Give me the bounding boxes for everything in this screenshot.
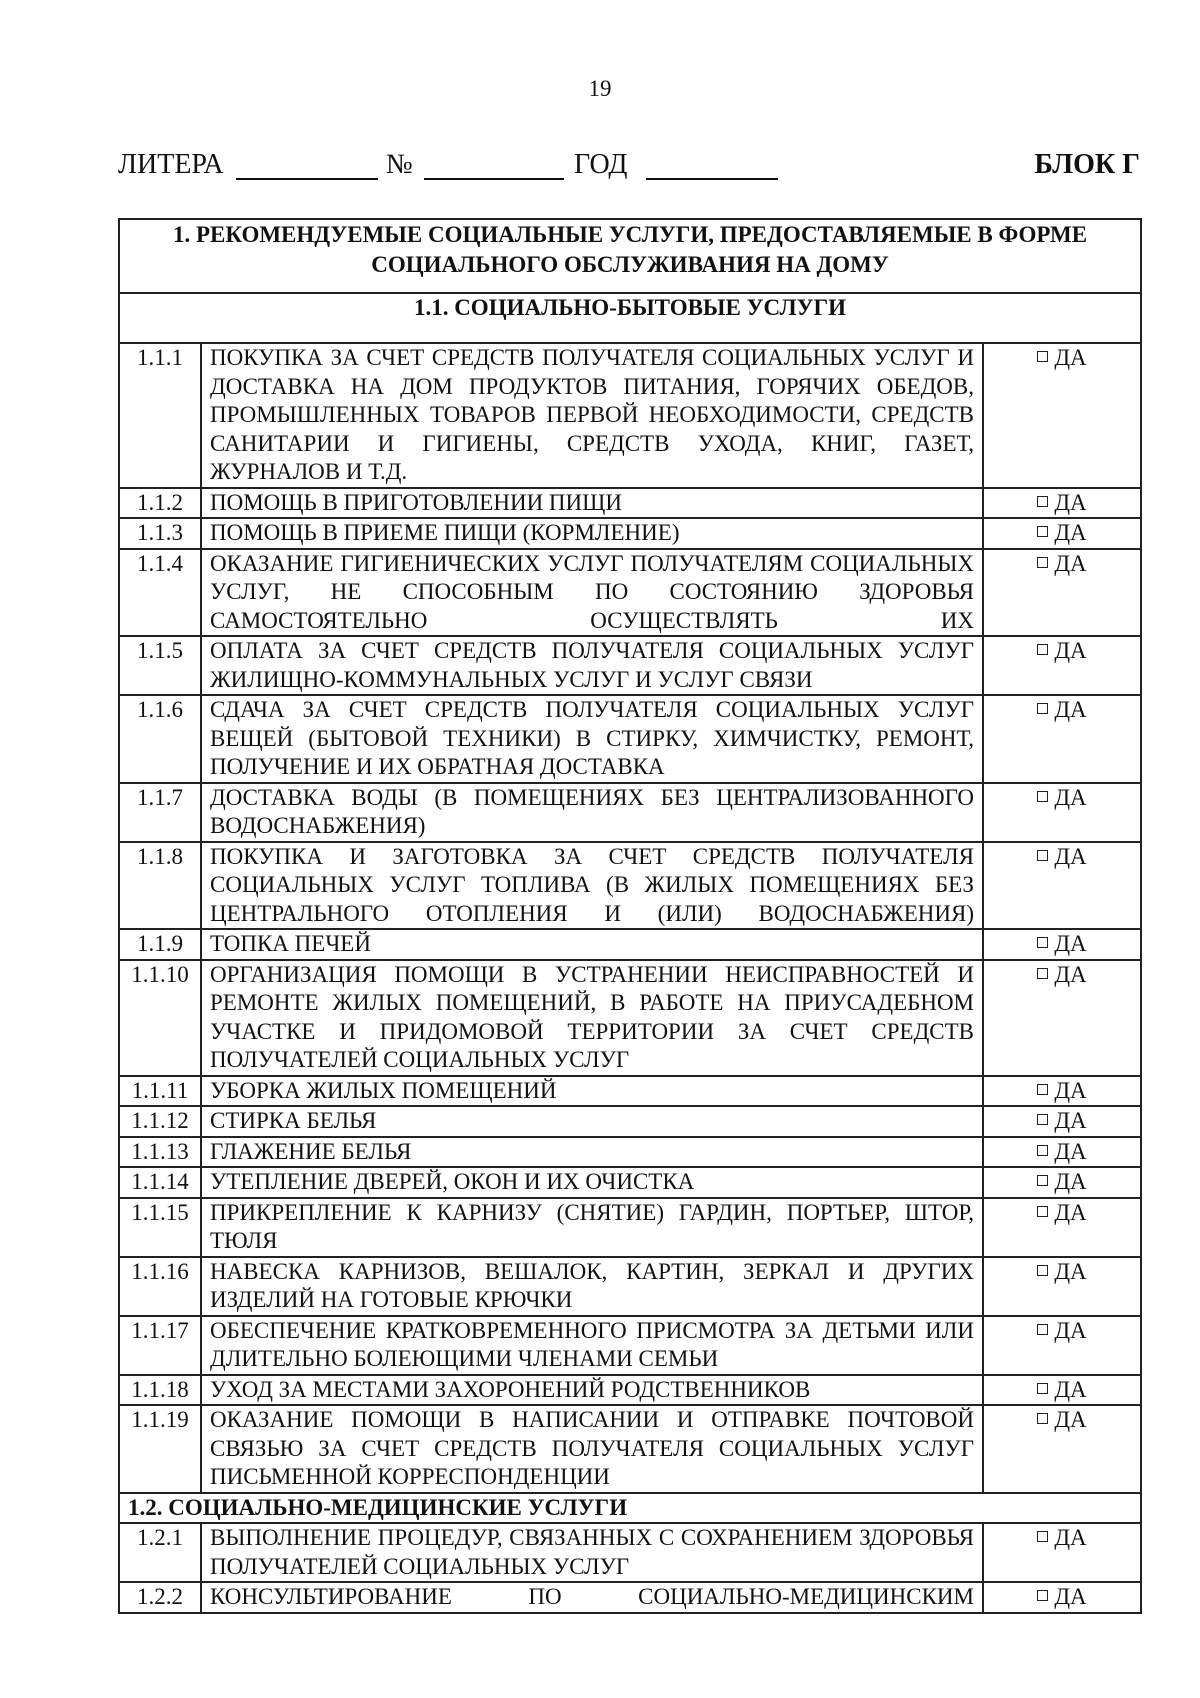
checkbox-yes[interactable] bbox=[1037, 644, 1048, 655]
checkbox-yes-label: ДА bbox=[1054, 550, 1087, 576]
service-description: УХОД ЗА МЕСТАМИ ЗАХОРОНЕНИЙ РОДСТВЕННИКОВ bbox=[201, 1375, 983, 1406]
yes-option bbox=[983, 549, 1141, 637]
table-row bbox=[119, 842, 1141, 930]
number-label: № bbox=[386, 149, 413, 180]
checkbox-yes[interactable] bbox=[1037, 791, 1048, 802]
yes-option bbox=[983, 1316, 1141, 1375]
service-description: ГЛАЖЕНИЕ БЕЛЬЯ bbox=[201, 1137, 983, 1168]
table-row bbox=[119, 695, 1141, 783]
service-description: ТОПКА ПЕЧЕЙ bbox=[201, 929, 983, 960]
checkbox-yes[interactable] bbox=[1037, 1590, 1048, 1601]
table-row bbox=[119, 518, 1141, 549]
service-description: УБОРКА ЖИЛЫХ ПОМЕЩЕНИЙ bbox=[201, 1076, 983, 1107]
checkbox-yes[interactable] bbox=[1037, 526, 1048, 537]
row-number: 1.1.11 bbox=[119, 1076, 201, 1107]
table-row bbox=[119, 1106, 1141, 1137]
yes-option bbox=[983, 695, 1141, 783]
checkbox-yes[interactable] bbox=[1037, 1324, 1048, 1335]
service-description: СТИРКА БЕЛЬЯ bbox=[201, 1106, 983, 1137]
table-row bbox=[119, 1375, 1141, 1406]
checkbox-yes-label: ДА bbox=[1054, 1138, 1087, 1164]
page-number: 19 bbox=[588, 76, 612, 101]
year-field[interactable] bbox=[646, 178, 778, 180]
table-row bbox=[119, 549, 1141, 637]
checkbox-yes[interactable] bbox=[1037, 1084, 1048, 1095]
yes-option bbox=[983, 1106, 1141, 1137]
yes-option bbox=[983, 960, 1141, 1076]
service-description: УТЕПЛЕНИЕ ДВЕРЕЙ, ОКОН И ИХ ОЧИСТКА bbox=[201, 1167, 983, 1198]
checkbox-yes-label: ДА bbox=[1054, 931, 1087, 956]
section-title-1-2: 1.2. СОЦИАЛЬНО-МЕДИЦИНСКИЕ УСЛУГИ bbox=[119, 1493, 1141, 1524]
section-header-row bbox=[119, 293, 1141, 343]
yes-option bbox=[983, 1167, 1141, 1198]
year-label: ГОД bbox=[574, 149, 628, 180]
checkbox-yes-label: ДА bbox=[1054, 1407, 1087, 1432]
yes-option bbox=[983, 518, 1141, 549]
service-description: ОБЕСПЕЧЕНИЕ КРАТКОВРЕМЕННОГО ПРИСМОТРА ЗА ДЕТЬМИ ИЛИ ДЛИТЕЛЬНО БОЛЕЮЩИМИ ЧЛЕНАМИ СЕМЬИ bbox=[201, 1316, 983, 1375]
checkbox-yes[interactable] bbox=[1037, 557, 1048, 568]
table-row bbox=[119, 960, 1141, 1076]
checkbox-yes-label: ДА bbox=[1054, 1077, 1087, 1103]
checkbox-yes-label: ДА bbox=[1054, 345, 1087, 370]
checkbox-yes[interactable] bbox=[1037, 1531, 1048, 1542]
table-row bbox=[119, 1137, 1141, 1168]
number-field[interactable] bbox=[424, 178, 564, 180]
checkbox-yes-label: ДА bbox=[1054, 843, 1087, 869]
row-number: 1.1.17 bbox=[119, 1316, 201, 1375]
litera-label: ЛИТЕРА bbox=[118, 149, 224, 180]
table-row bbox=[119, 343, 1141, 488]
service-description: ПОМОЩЬ В ПРИЕМЕ ПИЩИ (КОРМЛЕНИЕ) bbox=[201, 518, 983, 549]
service-description: СДАЧА ЗА СЧЕТ СРЕДСТВ ПОЛУЧАТЕЛЯ СОЦИАЛЬНЫХ УСЛУГ ВЕЩЕЙ (БЫТОВОЙ ТЕХНИКИ) В СТИРКУ, ХИМЧИСТКУ, РЕМОНТ, ПОЛУЧЕНИЕ И ИХ ОБРАТНАЯ ДОСТАВКА bbox=[201, 695, 983, 783]
checkbox-yes[interactable] bbox=[1037, 1175, 1048, 1186]
checkbox-yes-label: ДА bbox=[1054, 1584, 1087, 1609]
table-row bbox=[119, 1316, 1141, 1375]
service-description: ОРГАНИЗАЦИЯ ПОМОЩИ В УСТРАНЕНИИ НЕИСПРАВНОСТЕЙ И РЕМОНТЕ ЖИЛЫХ ПОМЕЩЕНИЙ, В РАБОТЕ НА ПРИУСАДЕБНОМ УЧАСТКЕ И ПРИДОМОВОЙ ТЕРРИТОРИИ ЗА СЧЕТ СРЕДСТВ ПОЛУЧАТЕЛЕЙ СОЦИАЛЬНЫХ УСЛУГ bbox=[201, 960, 983, 1076]
checkbox-yes-label: ДА bbox=[1054, 1258, 1087, 1284]
checkbox-yes[interactable] bbox=[1037, 937, 1048, 948]
section-header-row bbox=[119, 1493, 1141, 1524]
section-title-1-1: 1.1. СОЦИАЛЬНО-БЫТОВЫЕ УСЛУГИ bbox=[119, 293, 1141, 343]
checkbox-yes-label: ДА bbox=[1054, 784, 1087, 810]
table-row bbox=[119, 1076, 1141, 1107]
checkbox-yes[interactable] bbox=[1037, 1145, 1048, 1156]
checkbox-yes-label: ДА bbox=[1054, 1376, 1087, 1402]
yes-option bbox=[983, 1582, 1141, 1613]
yes-option bbox=[983, 1523, 1141, 1582]
service-description: ДОСТАВКА ВОДЫ (В ПОМЕЩЕНИЯХ БЕЗ ЦЕНТРАЛИЗОВАННОГО ВОДОСНАБЖЕНИЯ) bbox=[201, 783, 983, 842]
service-description: ВЫПОЛНЕНИЕ ПРОЦЕДУР, СВЯЗАННЫХ С СОХРАНЕНИЕМ ЗДОРОВЬЯ ПОЛУЧАТЕЛЕЙ СОЦИАЛЬНЫХ УСЛУГ bbox=[201, 1523, 983, 1582]
checkbox-yes-label: ДА bbox=[1054, 520, 1087, 545]
service-description: ОКАЗАНИЕ ПОМОЩИ В НАПИСАНИИ И ОТПРАВКЕ ПОЧТОВОЙ СВЯЗЬЮ ЗА СЧЕТ СРЕДСТВ ПОЛУЧАТЕЛЯ СОЦИАЛЬНЫХ УСЛУГ ПИСЬМЕННОЙ КОРРЕСПОНДЕНЦИИ bbox=[201, 1405, 983, 1493]
row-number: 1.1.15 bbox=[119, 1198, 201, 1257]
checkbox-yes[interactable] bbox=[1037, 1383, 1048, 1394]
row-number: 1.1.12 bbox=[119, 1106, 201, 1137]
checkbox-yes[interactable] bbox=[1037, 1265, 1048, 1276]
checkbox-yes[interactable] bbox=[1037, 703, 1048, 714]
service-description: ПОКУПКА И ЗАГОТОВКА ЗА СЧЕТ СРЕДСТВ ПОЛУЧАТЕЛЯ СОЦИАЛЬНЫХ УСЛУГ ТОПЛИВА (В ЖИЛЫХ ПОМЕЩЕНИЯХ БЕЗ ЦЕНТРАЛЬНОГО ОТОПЛЕНИЯ И (ИЛИ) ВОДОСНАБЖЕНИЯ) bbox=[201, 842, 983, 930]
yes-option bbox=[983, 1405, 1141, 1493]
litera-field[interactable] bbox=[236, 178, 378, 180]
row-number: 1.1.10 bbox=[119, 960, 201, 1076]
checkbox-yes-label: ДА bbox=[1054, 638, 1087, 663]
table-row bbox=[119, 1167, 1141, 1198]
row-number: 1.1.2 bbox=[119, 488, 201, 519]
checkbox-yes[interactable] bbox=[1037, 496, 1048, 507]
service-description: ПРИКРЕПЛЕНИЕ К КАРНИЗУ (СНЯТИЕ) ГАРДИН, ПОРТЬЕР, ШТОР, ТЮЛЯ bbox=[201, 1198, 983, 1257]
checkbox-yes-label: ДА bbox=[1054, 697, 1087, 722]
service-description: НАВЕСКА КАРНИЗОВ, ВЕШАЛОК, КАРТИН, ЗЕРКАЛ И ДРУГИХ ИЗДЕЛИЙ НА ГОТОВЫЕ КРЮЧКИ bbox=[201, 1257, 983, 1316]
service-description: ОКАЗАНИЕ ГИГИЕНИЧЕСКИХ УСЛУГ ПОЛУЧАТЕЛЯМ СОЦИАЛЬНЫХ УСЛУГ, НЕ СПОСОБНЫМ ПО СОСТОЯНИЮ ЗДОРОВЬЯ САМОСТОЯТЕЛЬНО ОСУЩЕСТВЛЯТЬ ИХ bbox=[201, 549, 983, 637]
table-row bbox=[119, 1582, 1141, 1613]
row-number: 1.1.1 bbox=[119, 343, 201, 488]
checkbox-yes[interactable] bbox=[1037, 1206, 1048, 1217]
checkbox-yes-label: ДА bbox=[1054, 489, 1087, 515]
checkbox-yes[interactable] bbox=[1037, 1114, 1048, 1125]
yes-option bbox=[983, 488, 1141, 519]
checkbox-yes[interactable] bbox=[1037, 968, 1048, 979]
checkbox-yes[interactable] bbox=[1037, 1413, 1048, 1424]
table-row bbox=[119, 636, 1141, 695]
yes-option bbox=[983, 929, 1141, 960]
yes-option bbox=[983, 842, 1141, 930]
table-title: 1. РЕКОМЕНДУЕМЫЕ СОЦИАЛЬНЫЕ УСЛУГИ, ПРЕДОСТАВЛЯЕМЫЕ В ФОРМЕ СОЦИАЛЬНОГО ОБСЛУЖИВАНИЯ НА ДОМУ bbox=[119, 219, 1141, 293]
yes-option bbox=[983, 1137, 1141, 1168]
table-row bbox=[119, 1257, 1141, 1316]
checkbox-yes-label: ДА bbox=[1054, 1108, 1087, 1133]
yes-option bbox=[983, 343, 1141, 488]
row-number: 1.1.8 bbox=[119, 842, 201, 930]
row-number: 1.2.2 bbox=[119, 1582, 201, 1613]
checkbox-yes-label: ДА bbox=[1054, 1525, 1087, 1550]
checkbox-yes[interactable] bbox=[1037, 351, 1048, 362]
form-header bbox=[118, 148, 1140, 182]
yes-option bbox=[983, 1257, 1141, 1316]
yes-option bbox=[983, 1076, 1141, 1107]
table-row bbox=[119, 1405, 1141, 1493]
table-row bbox=[119, 1198, 1141, 1257]
row-number: 1.1.7 bbox=[119, 783, 201, 842]
row-number: 1.1.18 bbox=[119, 1375, 201, 1406]
block-label: БЛОК Г bbox=[1034, 149, 1140, 180]
row-number: 1.1.19 bbox=[119, 1405, 201, 1493]
service-description: ПОМОЩЬ В ПРИГОТОВЛЕНИИ ПИЩИ bbox=[201, 488, 983, 519]
row-number: 1.1.9 bbox=[119, 929, 201, 960]
checkbox-yes-label: ДА bbox=[1054, 1169, 1087, 1194]
row-number: 1.1.4 bbox=[119, 549, 201, 637]
checkbox-yes[interactable] bbox=[1037, 850, 1048, 861]
table-row bbox=[119, 783, 1141, 842]
row-number: 1.1.16 bbox=[119, 1257, 201, 1316]
table-row bbox=[119, 1523, 1141, 1582]
service-description: ПОКУПКА ЗА СЧЕТ СРЕДСТВ ПОЛУЧАТЕЛЯ СОЦИАЛЬНЫХ УСЛУГ И ДОСТАВКА НА ДОМ ПРОДУКТОВ ПИТАНИЯ, ГОРЯЧИХ ОБЕДОВ, ПРОМЫШЛЕННЫХ ТОВАРОВ ПЕРВОЙ НЕОБХОДИМОСТИ, СРЕДСТВ САНИТАРИИ И ГИГИЕНЫ, СРЕДСТВ УХОДА, КНИГ, ГАЗЕТ, ЖУРНАЛОВ И Т.Д. bbox=[201, 343, 983, 488]
row-number: 1.1.5 bbox=[119, 636, 201, 695]
checkbox-yes-label: ДА bbox=[1054, 1199, 1087, 1225]
yes-option bbox=[983, 1375, 1141, 1406]
table-title-row bbox=[119, 219, 1141, 293]
yes-option bbox=[983, 783, 1141, 842]
row-number: 1.1.6 bbox=[119, 695, 201, 783]
services-table bbox=[118, 218, 1142, 1614]
table-row bbox=[119, 488, 1141, 519]
yes-option bbox=[983, 1198, 1141, 1257]
service-description: КОНСУЛЬТИРОВАНИЕ ПО СОЦИАЛЬНО-МЕДИЦИНСКИМ bbox=[201, 1582, 983, 1613]
row-number: 1.1.14 bbox=[119, 1167, 201, 1198]
table-row bbox=[119, 929, 1141, 960]
checkbox-yes-label: ДА bbox=[1054, 961, 1087, 987]
service-description: ОПЛАТА ЗА СЧЕТ СРЕДСТВ ПОЛУЧАТЕЛЯ СОЦИАЛЬНЫХ УСЛУГ ЖИЛИЩНО-КОММУНАЛЬНЫХ УСЛУГ И УСЛУГ СВЯЗИ bbox=[201, 636, 983, 695]
row-number: 1.2.1 bbox=[119, 1523, 201, 1582]
checkbox-yes-label: ДА bbox=[1054, 1317, 1087, 1343]
row-number: 1.1.13 bbox=[119, 1137, 201, 1168]
row-number: 1.1.3 bbox=[119, 518, 201, 549]
yes-option bbox=[983, 636, 1141, 695]
